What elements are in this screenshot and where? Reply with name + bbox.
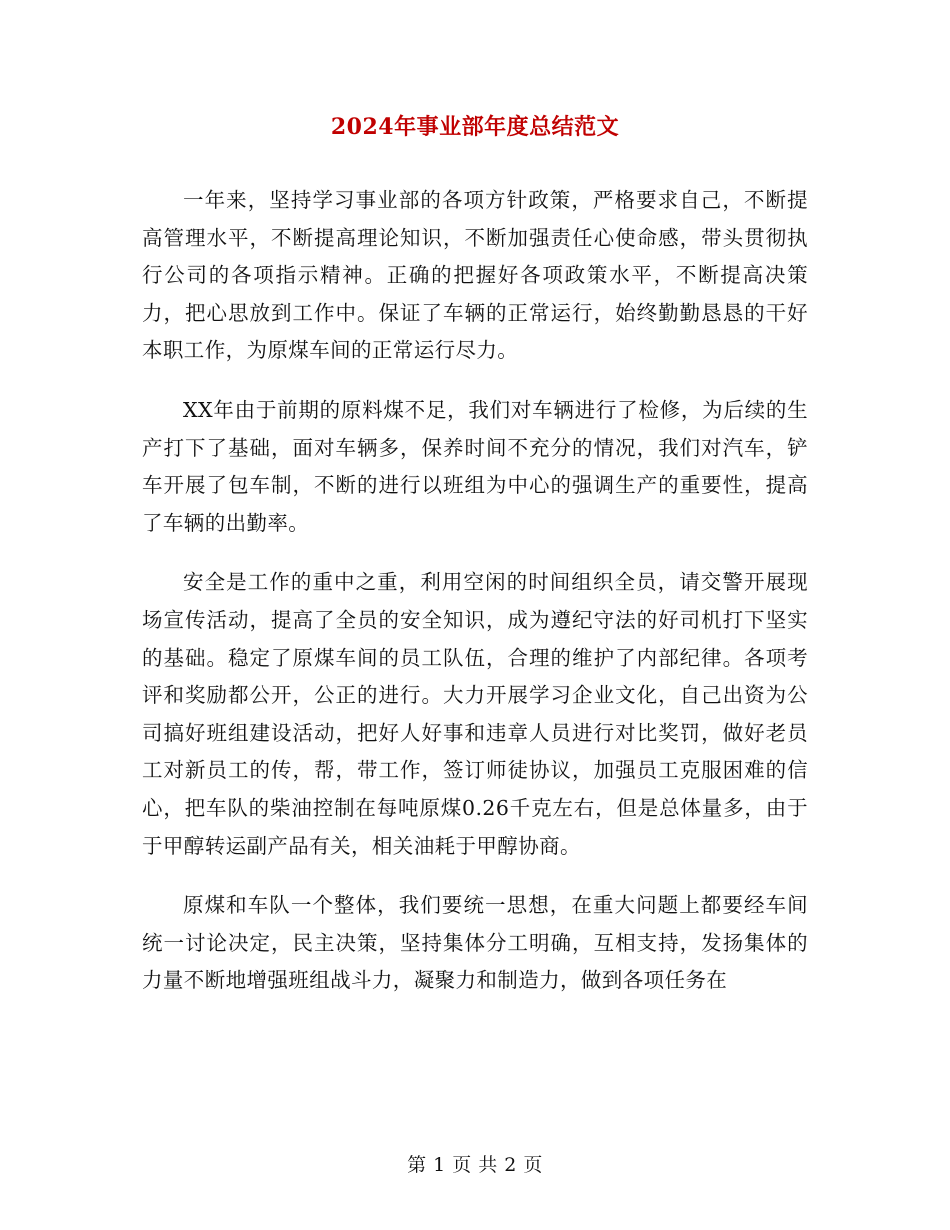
paragraph-4: 原煤和车队一个整体，我们要统一思想，在重大问题上都要经车间统一讨论决定，民主决策，坚持集体分工明确，互相支持，发扬集体的力量不断地增强班组战斗力，凝聚力和制造力，做到各项任务在 [142,893,808,993]
document-body [142,182,808,1022]
paragraph-2: XX年由于前期的原料煤不足，我们对车辆进行了检修，为后续的生产打下了基础，面对车辆多，保养时间不充分的情况，我们对汽车，铲车开展了包车制，不断的进行以班组为中心的强调生产的重要性，提高了车辆的出勤率。 [142,397,808,535]
page-number-footer: 第 1 页 共 2 页 [407,1154,543,1176]
paragraph-1: 一年来，坚持学习事业部的各项方针政策，严格要求自己，不断提高管理水平，不断提高理论知识，不断加强责任心使命感，带头贯彻执行公司的各项指示精神。正确的把握好各项政策水平，不断提高决策力，把心思放到工作中。保证了车辆的正常运行，始终勤勤恳恳的干好本职工作，为原煤车间的正常运行尽力。 [142,188,808,363]
document-title: 2024年事业部年度总结范文 [330,114,620,140]
paragraph-3: 安全是工作的重中之重，利用空闲的时间组织全员，请交警开展现场宣传活动，提高了全员的安全知识，成为遵纪守法的好司机打下坚实的基础。稳定了原煤车间的员工队伍，合理的维护了内部纪律。各项考评和奖励都公开，公正的进行。大力开展学习企业文化，自己出资为公司搞好班组建设活动，把好人好事和违章人员进行对比奖罚，做好老员工对新员工的传，帮，带工作，签订师徒协议，加强员工克服困难的信心，把车队的柴油控制在每吨原煤0.26千克左右，但是总体量多，由于于甲醇转运副产品有关，相关油耗于甲醇协商。 [142,570,808,858]
